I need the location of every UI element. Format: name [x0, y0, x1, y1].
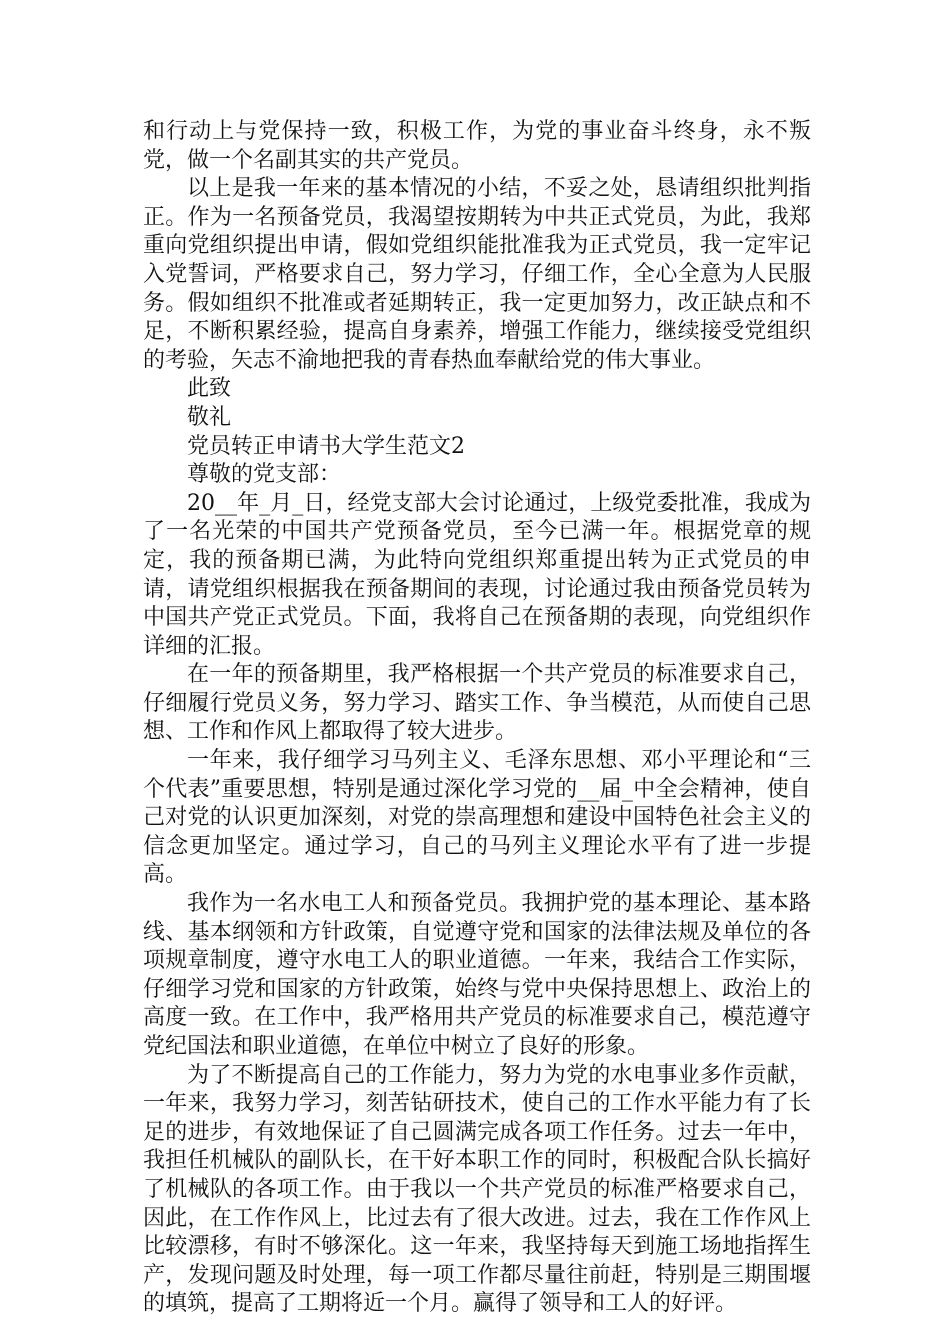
paragraph-theory-study: 一年来，我仔细学习马列主义、毛泽东思想、邓小平理论和“三个代表”重要思想，特别是通过深化学习党的__届_中全会精神，使自己对党的认识更加深刻，对党的崇高理想和建设中国特色社会主义的信念更加坚定。通过学习，自己的马列主义理论水平有了进一步提高。 — [143, 748, 811, 888]
paragraph-work-performance: 为了不断提高自己的工作能力，努力为党的水电事业多作贡献，一年来，我努力学习，刻苦钻研技术，使自己的工作水平能力有了长足的进步，有效地保证了自己圆满完成各项工作任务。过去一年中，我担任机械队的副队长，在干好本职工作的同时，积极配合队长搞好了机械队的各项工作。由于我以一个共产党员的标准严格要求自己，因此，在工作作风上，比过去有了很大改进。过去，我在工作作风上比较漂移，有时不够深化。这一年来，我坚持每天到施工场地指挥生产，发现问题及时处理，每一项工作都尽量往前赶，特别是三期围堰的填筑，提高了工期将近一个月。赢得了领导和工人的好评。 — [143, 1062, 811, 1317]
paragraph-probation-overview: 在一年的预备期里，我严格根据一个共产党员的标准要求自己，仔细履行党员义务，努力学习、踏实工作、争当模范，从而使自己思想、工作和作风上都取得了较大进步。 — [143, 662, 811, 745]
section-title: 党员转正申请书大学生范文2 — [187, 433, 465, 459]
paragraph-summary-request: 以上是我一年来的基本情况的小结，不妥之处，恳请组织批判指正。作为一名预备党员，我渴望按期转为中共正式党员，为此，我郑重向党组织提出申请，假如党组织能批准我为正式党员，我一定牢记入党誓词，严格要求自己，努力学习，仔细工作，全心全意为人民服务。假如组织不批准或者延期转正，我一定更加努力，改正缺点和不足，不断积累经验，提高自身素养，增强工作能力，继续接受党组织的考验，矢志不渝地把我的青春热血奉献给党的伟大事业。 — [143, 176, 811, 373]
paragraph-application-intro: 20__年_月_日，经党支部大会讨论通过，上级党委批准，我成为了一名光荣的中国共产党预备党员，至今已满一年。根据党章的规定，我的预备期已满，为此特向党组织郑重提出转为正式党员的申请，请党组织根据我在预备期间的表现，讨论通过我由预备党员转为中国共产党正式党员。下面，我将自己在预备期的表现，向党组织作详细的汇报。 — [143, 490, 811, 659]
closing-regards: 敬礼 — [187, 404, 232, 430]
document-page — [143, 118, 811, 1319]
paragraph-political-stance: 我作为一名水电工人和预备党员。我拥护党的基本理论、基本路线、基本纲领和方针政策，自觉遵守党和国家的法律法规及单位的各项规章制度，遵守水电工人的职业道德。一年来，我结合工作实际，仔细学习党和国家的方针政策，始终与党中央保持思想上、政治上的高度一致。在工作中，我严格用共产党员的标准要求自己，模范遵守党纪国法和职业道德，在单位中树立了良好的形象。 — [143, 891, 811, 1059]
greeting: 尊敬的党支部： — [187, 462, 342, 488]
closing-salutation: 此致 — [187, 376, 232, 402]
paragraph-continuation: 和行动上与党保持一致，积极工作，为党的事业奋斗终身，永不叛党，做一个名副其实的共产党员。 — [143, 119, 811, 173]
